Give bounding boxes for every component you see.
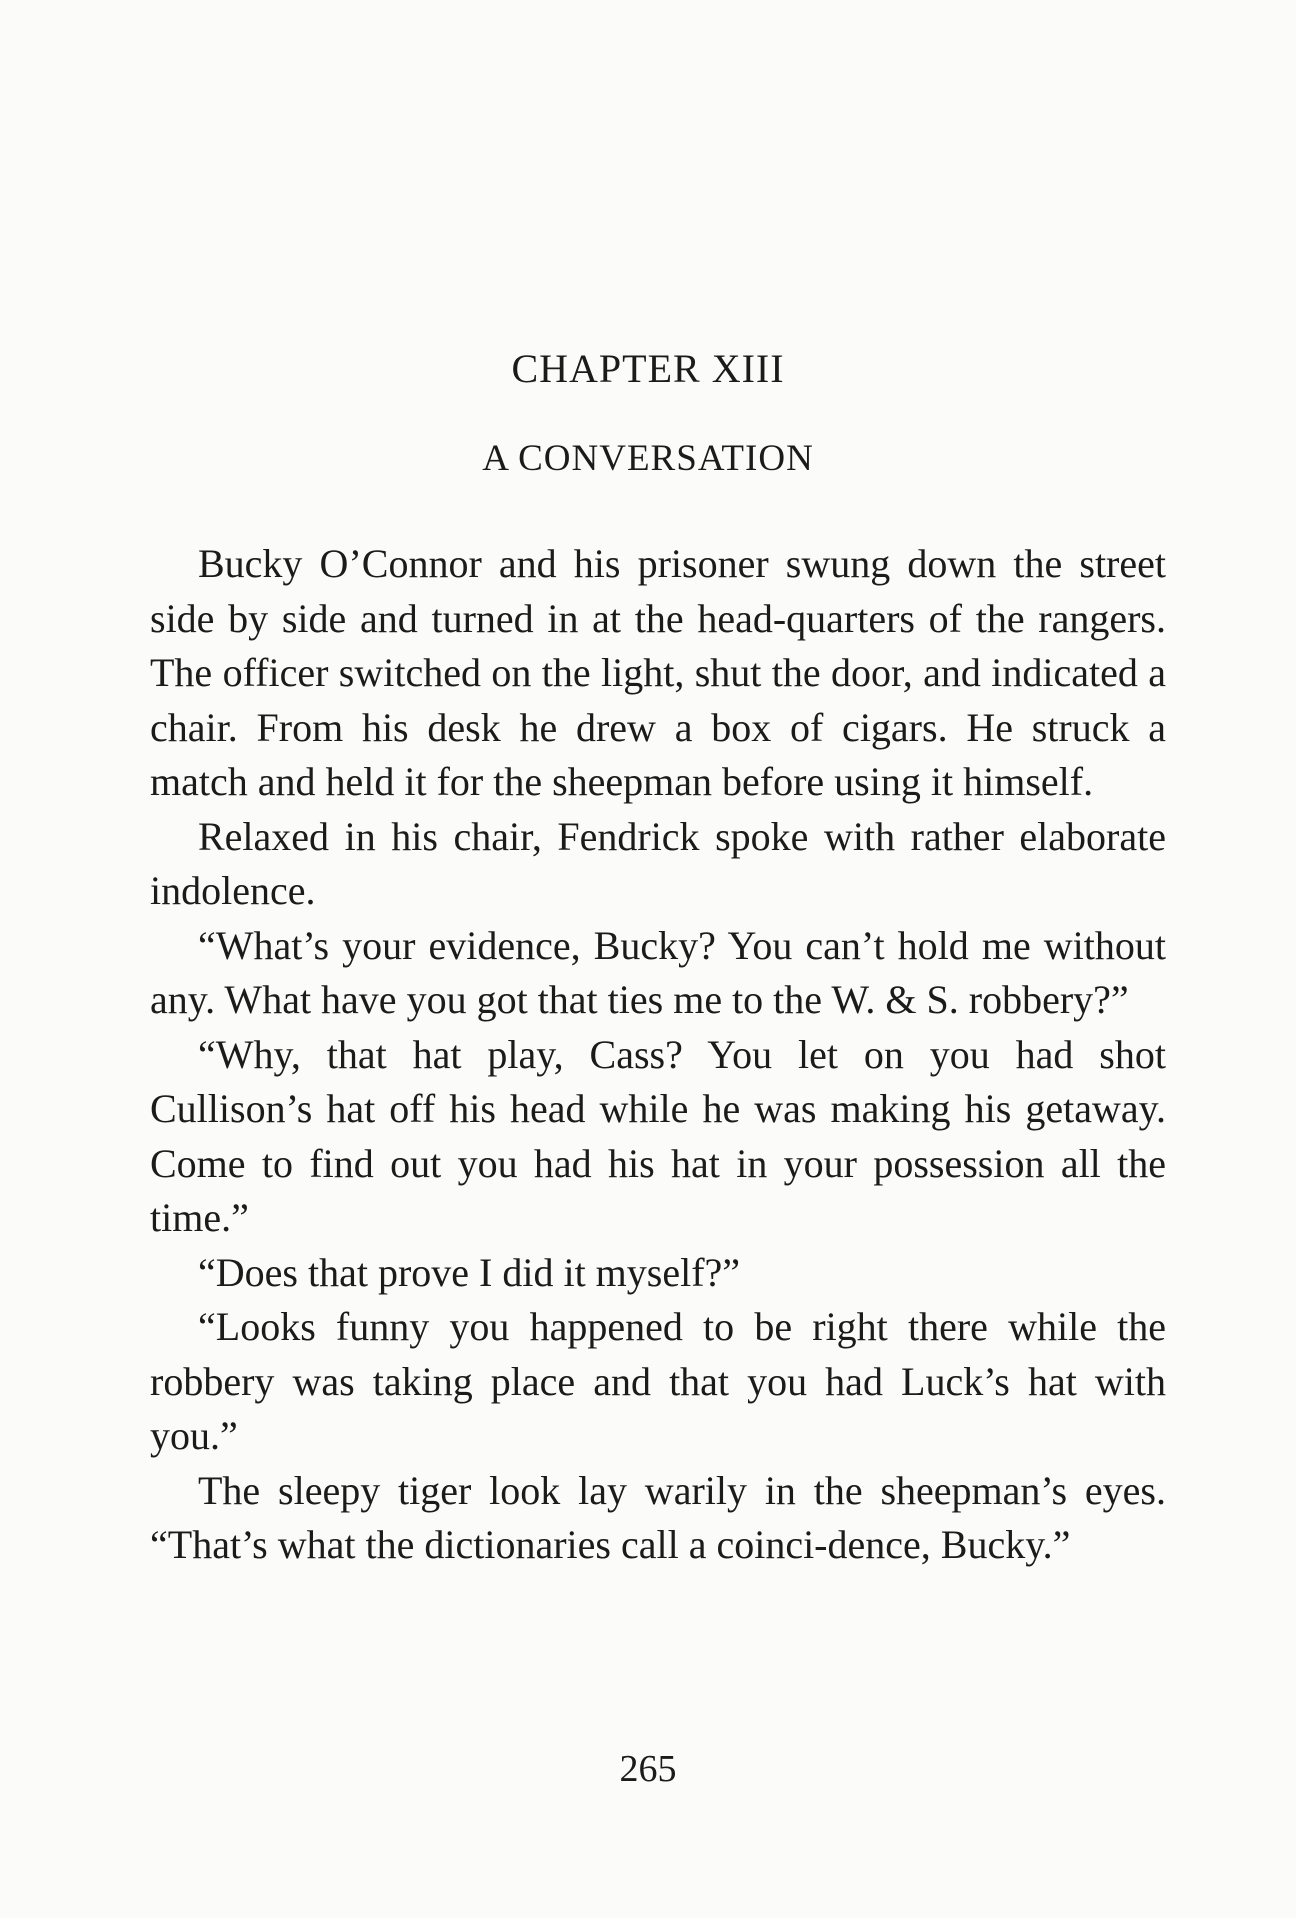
paragraph: “Looks funny you happened to be right there while the robbery was taking place and that you had Luck’s hat with you.” [150, 1304, 1166, 1458]
paragraph: Bucky O’Connor and his prisoner swung down the street side by side and turned in at the head-quarters of the rangers. The officer switched on the light, shut the door, and indicated a chair. From his desk he drew a box of cigars. He struck a match and held it for the sheepman before using it himself. [150, 541, 1166, 804]
page-number: 265 [619, 1748, 677, 1790]
paragraph: “Does that prove I did it myself?” [198, 1249, 741, 1295]
body-text [150, 537, 1166, 1573]
paragraph: The sleepy tiger look lay warily in the sheepman’s eyes. “That’s what the dictionaries call a coinci-dence, Bucky.” [150, 1467, 1166, 1567]
paragraph: Relaxed in his chair, Fendrick spoke with rather elaborate indolence. [150, 813, 1166, 913]
paragraph: “Why, that hat play, Cass? You let on you had shot Cullison’s hat off his head while he was making his getaway. Come to find out you had his hat in your possession all the time.” [150, 1031, 1166, 1240]
paragraph: “What’s your evidence, Bucky? You can’t hold me without any. What have you got that ties me to the W. & S. robbery?” [150, 922, 1166, 1022]
chapter-title: A CONVERSATION [482, 438, 814, 479]
chapter-number: CHAPTER XIII [511, 346, 785, 391]
